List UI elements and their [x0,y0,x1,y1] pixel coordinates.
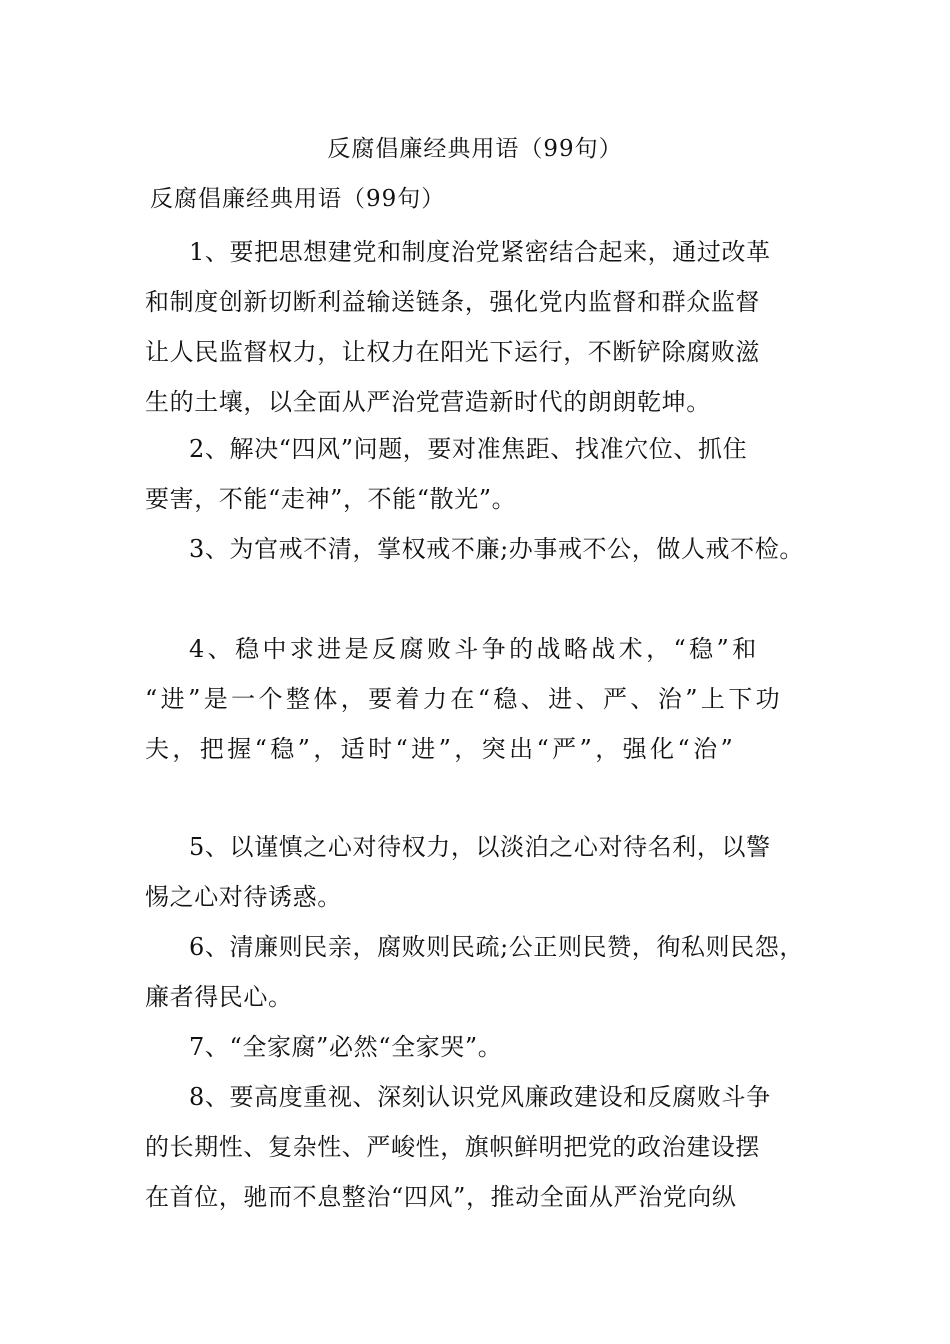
paragraph-line: 5、以谨慎之心对待权力，以淡泊之心对待名利，以警 [189,833,771,861]
paragraph-line: 8、要高度重视、深刻认识党风廉政建设和反腐败斗争 [189,1083,771,1111]
paragraph-7 [145,1022,810,1072]
paragraph-6 [145,922,810,1022]
paragraph-4 [145,624,810,774]
paragraph-line: 让人民监督权力，让权力在阳光下运行，不断铲除腐败滋 [145,338,760,366]
paragraph-line: 3、为官戒不清，掌权戒不廉;办事戒不公，做人戒不检。 [189,535,804,563]
paragraph-line: 6、清廉则民亲，腐败则民疏;公正则民赞，徇私则民怨， [189,933,804,961]
paragraph-line: 要害，不能“走神”，不能“散光”。 [145,485,517,513]
paragraph-8 [145,1072,810,1222]
paragraph-line: 廉者得民心。 [145,983,293,1011]
paragraph-line: 夫，把握“稳”，适时“进”，突出“严”，强化“治” [145,735,737,763]
paragraph-line: 2、解决“四风”问题，要对准焦距、找准穴位、抓住 [189,435,748,463]
document-subtitle: 反腐倡廉经典用语（99句） [150,186,446,212]
paragraph-2 [145,424,810,524]
paragraph-line: 在首位，驰而不息整治“四风”，推动全面从严治党向纵 [145,1183,737,1211]
document-title: 反腐倡廉经典用语（99句） [327,136,623,162]
paragraph-3 [145,524,810,574]
paragraph-line: 4、稳中求进是反腐败斗争的战略战术，“稳”和 [189,635,760,663]
paragraph-line: 惕之心对待诱惑。 [145,883,342,911]
paragraph-line: “进”是一个整体，要着力在“稳、进、严、治”上下功 [145,685,784,713]
paragraph-line: 7、“全家腐”必然“全家哭”。 [189,1033,503,1061]
paragraph-line: 和制度创新切断利益输送链条，强化党内监督和群众监督 [145,288,760,316]
paragraph-line: 生的土壤，以全面从严治党营造新时代的朗朗乾坤。 [145,388,711,416]
paragraph-line: 的长期性、复杂性、严峻性，旗帜鲜明把党的政治建设摆 [145,1133,760,1161]
paragraph-5 [145,822,810,922]
paragraph-1 [145,227,810,427]
paragraph-line: 1、要把思想建党和制度治党紧密结合起来，通过改革 [189,238,771,266]
